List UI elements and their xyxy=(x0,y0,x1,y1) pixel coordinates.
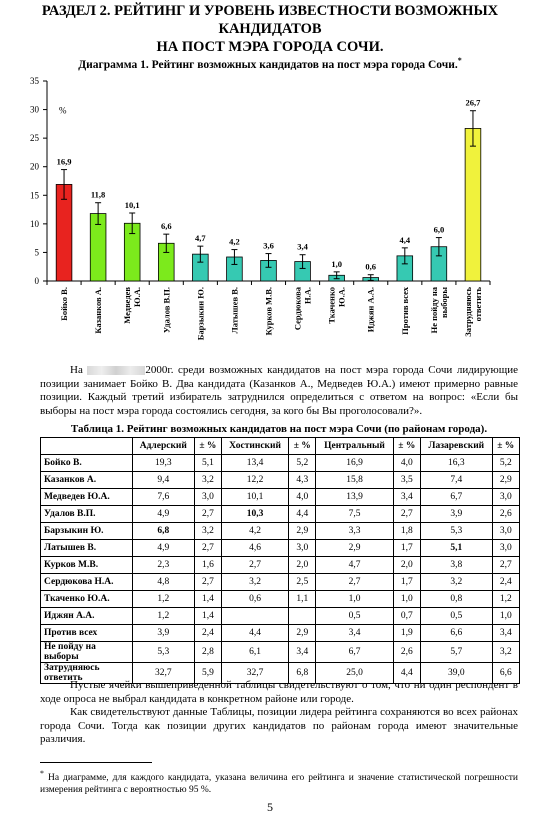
data-label: 3,6 xyxy=(263,240,274,251)
table-row xyxy=(41,574,520,591)
table-cell: 1,2 xyxy=(492,591,519,608)
table-row xyxy=(41,472,520,489)
table-cell: 5,1 xyxy=(194,455,221,472)
bar xyxy=(465,128,481,281)
table-cell: 12,2 xyxy=(222,472,289,489)
table-cell: 6,8 xyxy=(289,663,316,684)
table-row-label: Бойко В. xyxy=(41,455,133,472)
table-header-cell: Лазаревский xyxy=(421,438,493,455)
table-cell: 1,0 xyxy=(492,608,519,625)
category-label: Казанков А. xyxy=(93,287,104,334)
table-cell: 1,2 xyxy=(133,608,195,625)
data-label: 3,4 xyxy=(297,241,308,252)
table-cell xyxy=(289,608,316,625)
table-cell: 3,2 xyxy=(194,472,221,489)
table-cell: 4,0 xyxy=(393,455,420,472)
table-cell: 3,2 xyxy=(421,574,493,591)
table-cell: 10,1 xyxy=(222,489,289,506)
table-row xyxy=(41,591,520,608)
paragraph-rating-rest: 2000г. среди возможных кандидатов на пост мэра города Сочи лидирующие позиции занимает Бойко В. Два кандидата (Казанков А., Медведев Ю.А.) имеют примерно равные позиции. Каждый третий избиратель затруднился определиться с ответом на вопрос: «Если бы выборы на пост мэра города состоялись сегодня, за кого бы Вы проголосовали?». xyxy=(40,364,519,417)
table-cell: 2,5 xyxy=(289,574,316,591)
table-header-cell xyxy=(41,438,133,455)
data-label: 0,6 xyxy=(365,261,377,272)
table-cell: 3,8 xyxy=(421,557,493,574)
table-cell: 6,7 xyxy=(316,642,393,663)
table-row-label: Сердюкова Н.А. xyxy=(41,574,133,591)
table-cell: 4,4 xyxy=(289,506,316,523)
footnote xyxy=(40,768,518,796)
table-cell: 9,4 xyxy=(133,472,195,489)
table-cell: 3,0 xyxy=(289,540,316,557)
data-label: 4,2 xyxy=(229,236,240,247)
table-row-label: Медведев Ю.А. xyxy=(41,489,133,506)
table-cell: 3,0 xyxy=(194,489,221,506)
category-label: Латышев В. xyxy=(229,287,240,334)
table-cell: 1,2 xyxy=(133,591,195,608)
table-cell: 2,3 xyxy=(133,557,195,574)
table-cell: 1,6 xyxy=(194,557,221,574)
table-cell: 2,6 xyxy=(492,506,519,523)
category-label: Барзыкин Ю. xyxy=(195,287,206,341)
table-cell: 5,9 xyxy=(194,663,221,684)
table-cell: 1,9 xyxy=(393,625,420,642)
category-label: Медведев xyxy=(122,287,133,324)
table-cell: 0,5 xyxy=(316,608,393,625)
table-cell: 4,6 xyxy=(222,540,289,557)
table-header-cell: ± % xyxy=(289,438,316,455)
table-cell: 6,6 xyxy=(421,625,493,642)
data-label: 4,4 xyxy=(399,234,411,245)
table-cell: 3,4 xyxy=(289,642,316,663)
data-label: 10,1 xyxy=(124,200,140,210)
table-cell: 4,4 xyxy=(393,663,420,684)
table-cell: 6,7 xyxy=(421,489,493,506)
category-label: Бойко В. xyxy=(59,287,70,321)
paragraph-leader-text: Как свидетельствуют данные Таблицы, позиции лидера рейтинга сохраняются во всех районах города Сочи. Тогда как позиции других кандидатов по районам города имеют значительные различия. xyxy=(40,706,518,745)
table-cell: 3,2 xyxy=(492,642,519,663)
table-cell: 2,4 xyxy=(492,574,519,591)
table-row xyxy=(41,455,520,472)
table-row-label: Курков М.В. xyxy=(41,557,133,574)
table-cell: 16,3 xyxy=(421,455,493,472)
table-cell: 2,7 xyxy=(194,540,221,557)
table-cell: 2,7 xyxy=(393,506,420,523)
table-row-label: Барзыкин Ю. xyxy=(41,523,133,540)
table-cell: 1,0 xyxy=(316,591,393,608)
table-cell: 2,7 xyxy=(222,557,289,574)
table-header-row xyxy=(41,438,520,455)
table-cell: 3,2 xyxy=(194,523,221,540)
table-cell: 4,3 xyxy=(289,472,316,489)
table-row-label: Против всех xyxy=(41,625,133,642)
paragraph-empty-cells xyxy=(40,679,518,706)
table-header-cell: Адлерский xyxy=(133,438,195,455)
table-row-label: Не пойду на выборы xyxy=(41,642,133,663)
table-cell: 2,9 xyxy=(492,472,519,489)
page-number: 5 xyxy=(267,800,273,814)
category-label: Сердюкова xyxy=(292,287,303,331)
data-label: 11,8 xyxy=(90,189,106,200)
paragraph-rating-summary xyxy=(40,364,518,418)
table-cell: 0,6 xyxy=(222,591,289,608)
data-label: 6,6 xyxy=(160,221,172,232)
table-cell: 39,0 xyxy=(421,663,493,684)
paragraph-leader xyxy=(40,706,518,747)
table-title: Таблица 1. Рейтинг возможных кандидатов на пост мэра Сочи (по районам города). xyxy=(70,423,488,435)
footnote-mark: * xyxy=(40,769,44,778)
redacted-date xyxy=(87,366,145,375)
table-cell: 32,7 xyxy=(222,663,289,684)
table-cell: 16,9 xyxy=(316,455,393,472)
table-header-cell: Центральный xyxy=(316,438,393,455)
y-tick-label: 0 xyxy=(34,276,39,286)
category-label: Ю.А. xyxy=(336,287,347,307)
table-cell: 19,3 xyxy=(133,455,195,472)
category-label: Против всех xyxy=(399,287,410,335)
table-cell: 2,4 xyxy=(194,625,221,642)
district-rating-table xyxy=(40,437,520,684)
y-tick-label: 25 xyxy=(30,133,39,144)
table-cell: 2,9 xyxy=(289,523,316,540)
table-row xyxy=(41,642,520,663)
table-cell: 10,3 xyxy=(222,506,289,523)
table-cell: 2,7 xyxy=(492,557,519,574)
table-cell: 7,5 xyxy=(316,506,393,523)
table-cell: 13,4 xyxy=(222,455,289,472)
table-cell: 6,8 xyxy=(133,523,195,540)
table-cell: 2,6 xyxy=(393,642,420,663)
section-heading-line2: НА ПОСТ МЭРА ГОРОДА СОЧИ. xyxy=(156,39,384,55)
data-label: 4,7 xyxy=(195,233,206,244)
table-cell: 0,8 xyxy=(421,591,493,608)
category-label: Иджян А.А. xyxy=(365,287,376,333)
table-cell: 2,0 xyxy=(393,557,420,574)
table-cell: 5,2 xyxy=(492,455,519,472)
table-cell: 6,6 xyxy=(492,663,519,684)
table-row-label: Латышев В. xyxy=(41,540,133,557)
data-label: 16,9 xyxy=(56,156,72,167)
table-row-label: Казанков А. xyxy=(41,472,133,489)
table-cell: 32,7 xyxy=(133,663,195,684)
table-cell: 7,4 xyxy=(421,472,493,489)
table-row-label: Иджян А.А. xyxy=(41,608,133,625)
table-cell: 4,8 xyxy=(133,574,195,591)
table-cell: 5,2 xyxy=(289,455,316,472)
category-label: Затрудняюсь xyxy=(462,287,473,337)
category-label: Курков М.В. xyxy=(263,287,274,336)
table-cell: 7,6 xyxy=(133,489,195,506)
table-cell: 4,2 xyxy=(222,523,289,540)
footnote-text: На диаграмме, для каждого кандидата, указана величина его рейтинга и значение статистической погрешности измерения рейтинга с вероятностью 95 %. xyxy=(40,773,518,796)
table-cell: 2,9 xyxy=(289,625,316,642)
category-label: Не пойду на xyxy=(428,287,439,334)
table-cell: 1,4 xyxy=(194,591,221,608)
y-tick-label: 30 xyxy=(30,104,39,115)
table-cell: 0,5 xyxy=(421,608,493,625)
table-header-cell: ± % xyxy=(194,438,221,455)
table-cell: 4,7 xyxy=(316,557,393,574)
table-cell: 2,8 xyxy=(194,642,221,663)
category-label: Удалов В.П. xyxy=(161,287,172,334)
table-row xyxy=(41,523,520,540)
table-cell: 13,9 xyxy=(316,489,393,506)
chart-title-text: Диаграмма 1. Рейтинг возможных кандидатов на пост мэра города Сочи. xyxy=(78,58,458,71)
paragraph-rating-start: На xyxy=(70,364,83,376)
table-cell: 5,1 xyxy=(421,540,493,557)
table-row-label: Удалов В.П. xyxy=(41,506,133,523)
table-header-cell: Хостинский xyxy=(222,438,289,455)
table-cell: 3,0 xyxy=(492,523,519,540)
table-cell: 1,4 xyxy=(194,608,221,625)
table-row xyxy=(41,557,520,574)
table-cell: 3,9 xyxy=(133,625,195,642)
table-cell: 4,4 xyxy=(222,625,289,642)
table-row-label: Ткаченко Ю.А. xyxy=(41,591,133,608)
y-unit-label: % xyxy=(59,105,67,116)
table-row xyxy=(41,625,520,642)
table-row xyxy=(41,540,520,557)
table-cell: 3,3 xyxy=(316,523,393,540)
table-cell: 6,1 xyxy=(222,642,289,663)
table-cell: 1,7 xyxy=(393,574,420,591)
table-cell: 4,9 xyxy=(133,540,195,557)
data-label: 1,0 xyxy=(331,258,342,269)
table-row xyxy=(41,608,520,625)
table-cell: 1,7 xyxy=(393,540,420,557)
table-header-cell: ± % xyxy=(492,438,519,455)
table-cell: 4,0 xyxy=(289,489,316,506)
category-label: Ю.А. xyxy=(132,287,143,307)
data-label: 26,7 xyxy=(465,97,481,108)
footnote-divider xyxy=(40,762,152,763)
table-cell: 3,4 xyxy=(393,489,420,506)
table-cell: 3,9 xyxy=(421,506,493,523)
table-row xyxy=(41,506,520,523)
table-cell: 5,7 xyxy=(421,642,493,663)
category-label: ответить xyxy=(472,287,483,322)
section-heading xyxy=(10,2,530,56)
table-cell: 3,4 xyxy=(316,625,393,642)
table-cell: 2,7 xyxy=(194,574,221,591)
table-cell: 3,0 xyxy=(492,489,519,506)
table-cell: 5,3 xyxy=(421,523,493,540)
table-cell: 2,0 xyxy=(289,557,316,574)
table-cell: 4,9 xyxy=(133,506,195,523)
table-cell: 3,5 xyxy=(393,472,420,489)
table-cell: 25,0 xyxy=(316,663,393,684)
table-cell: 2,7 xyxy=(194,506,221,523)
table-cell: 3,4 xyxy=(492,625,519,642)
table-cell: 1,8 xyxy=(393,523,420,540)
y-tick-label: 20 xyxy=(30,161,39,172)
table-header-cell: ± % xyxy=(393,438,420,455)
y-tick-label: 5 xyxy=(34,247,39,258)
y-tick-label: 35 xyxy=(30,76,39,86)
data-label: 6,0 xyxy=(433,224,445,235)
table-cell: 5,3 xyxy=(133,642,195,663)
table-cell: 0,7 xyxy=(393,608,420,625)
y-tick-label: 15 xyxy=(30,190,39,201)
paragraph-empty-cells-text: Пустые ячейки вышеприведенной таблицы свидетельствуют о том, что ни один респондент в ходе опроса не выбрал кандидата в конкретном районе или городе. xyxy=(40,679,518,705)
table-cell: 2,9 xyxy=(316,540,393,557)
table-cell: 2,7 xyxy=(316,574,393,591)
table-cell: 15,8 xyxy=(316,472,393,489)
table-cell: 1,1 xyxy=(289,591,316,608)
table-cell xyxy=(222,608,289,625)
table-cell: 3,2 xyxy=(222,574,289,591)
rating-bar-chart xyxy=(0,70,540,352)
category-label: выборы xyxy=(438,287,449,318)
category-label: Н.А. xyxy=(302,287,313,304)
category-label: Ткаченко xyxy=(326,287,337,324)
section-heading-line1: РАЗДЕЛ 2. РЕЙТИНГ И УРОВЕНЬ ИЗВЕСТНОСТИ ВОЗМОЖНЫХ КАНДИДАТОВ xyxy=(41,3,499,37)
table-cell: 1,0 xyxy=(393,591,420,608)
chart-title-footnote-mark: * xyxy=(457,56,462,65)
chart-title xyxy=(40,56,500,71)
table-row xyxy=(41,489,520,506)
y-tick-label: 10 xyxy=(30,218,39,229)
table-cell: 3,0 xyxy=(492,540,519,557)
table-row-label: Затрудняюсь ответить xyxy=(41,663,133,684)
